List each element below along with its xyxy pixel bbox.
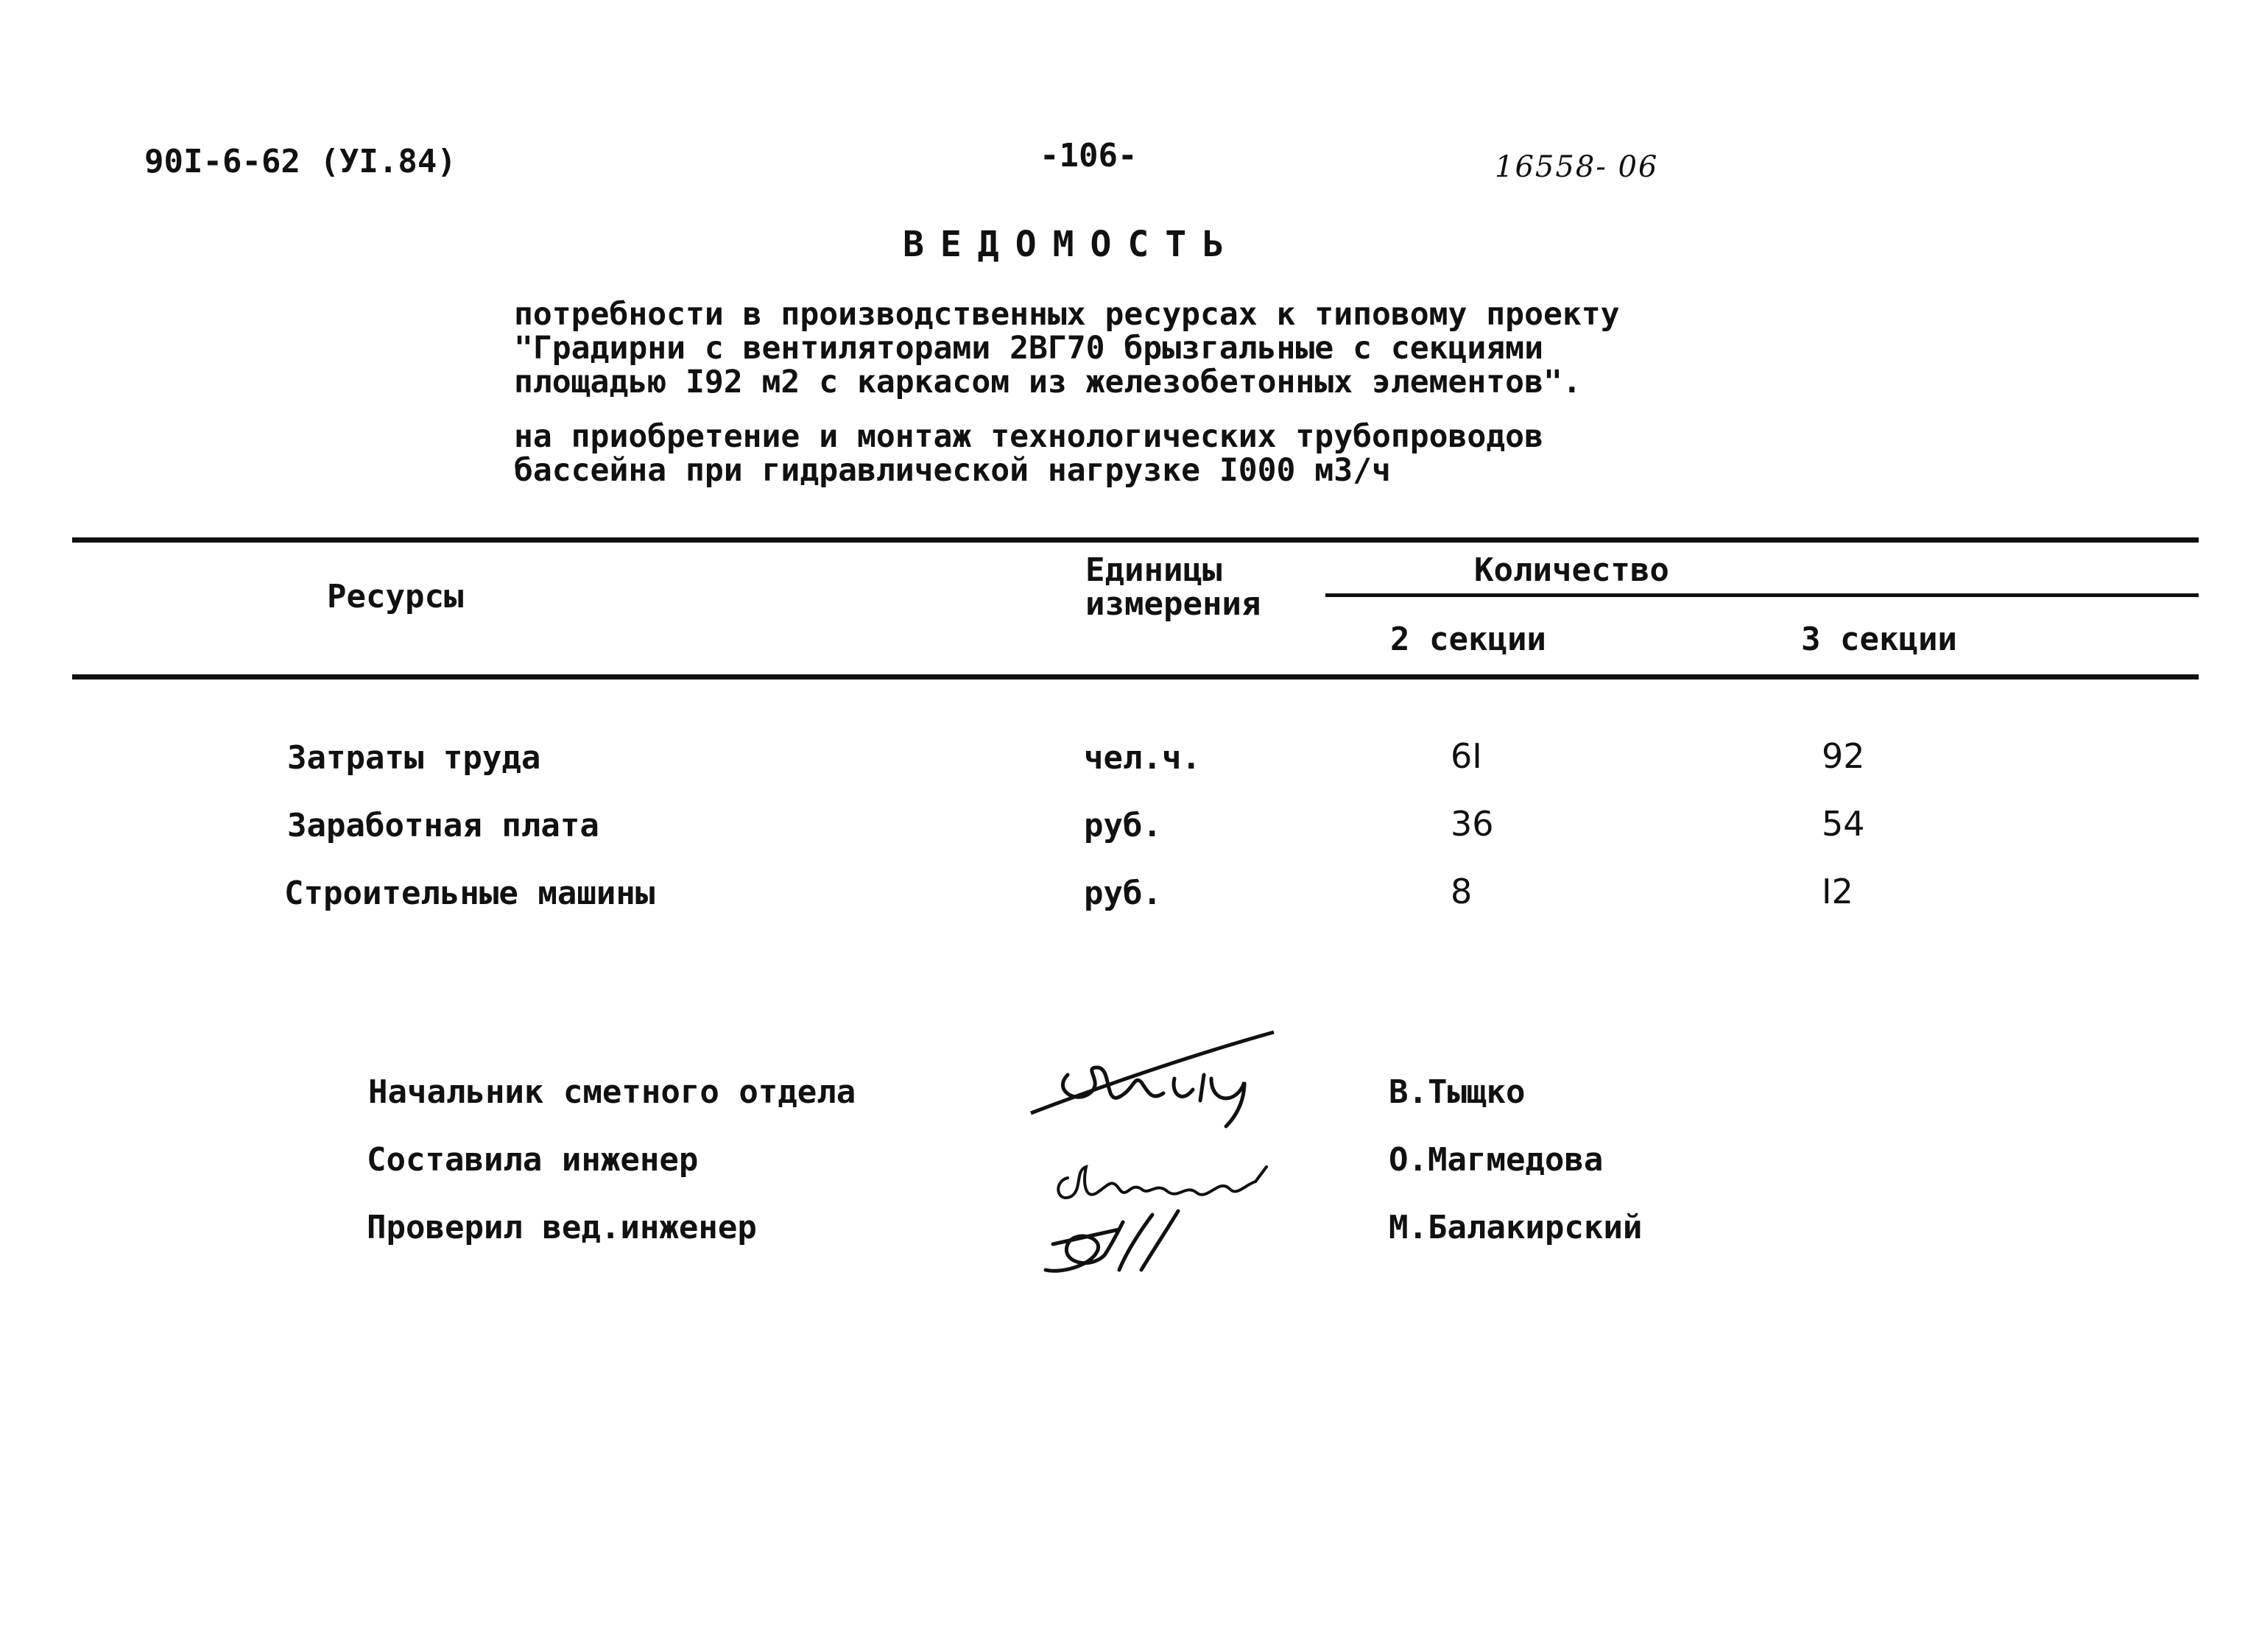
row-unit: руб.	[1084, 807, 1162, 844]
row-resource-name: Заработная плата	[287, 807, 599, 844]
signature-balakirsky	[1031, 1200, 1200, 1281]
column-header-sec3: 3 секции	[1801, 621, 1957, 658]
row-value-sec2: 36	[1451, 804, 1494, 844]
row-value-sec2: 6I	[1451, 736, 1482, 776]
column-header-units-line1: Единицы	[1085, 551, 1222, 589]
table-header-bottom-rule	[72, 674, 2199, 679]
column-header-quantity: Количество	[1474, 551, 1669, 589]
table-top-rule	[72, 537, 2199, 543]
column-header-sec2: 2 секции	[1390, 621, 1546, 658]
quantity-header-rule	[1325, 593, 2199, 597]
row-resource-name: Строительные машины	[284, 875, 655, 912]
intro-line-5: бассейна при гидравлической нагрузке I000 м3/ч	[514, 452, 1391, 489]
intro-line-1: потребности в производственных ресурсах к типовому проекту	[514, 296, 1620, 333]
signature-name: В.Тыщко	[1389, 1073, 1526, 1111]
signature-role: Составила инженер	[367, 1141, 699, 1179]
intro-line-2: "Градирни с вентиляторами 2ВГ70 брызгальные с секциями	[514, 330, 1543, 367]
column-header-resources: Ресурсы	[327, 578, 464, 615]
intro-line-4: на приобретение и монтаж технологических трубопроводов	[514, 418, 1543, 455]
signature-name: О.Магмедова	[1389, 1141, 1604, 1179]
signature-role: Проверил вед.инженер	[367, 1209, 757, 1246]
signature-role: Начальник сметного отдела	[368, 1073, 856, 1111]
column-header-units-line2: измерения	[1085, 585, 1261, 623]
row-unit: чел.ч.	[1084, 739, 1201, 777]
signature-tyshchko	[1023, 1023, 1289, 1134]
row-value-sec2: 8	[1451, 872, 1473, 911]
row-resource-name: Затраты труда	[287, 739, 541, 777]
intro-line-3: площадью I92 м2 с каркасом из железобетонных элементов".	[514, 364, 1582, 400]
row-value-sec3: 54	[1822, 804, 1865, 844]
row-value-sec3: I2	[1822, 872, 1853, 911]
page-number: -106-	[1040, 137, 1138, 174]
registration-number: 16558- 06	[1495, 150, 1659, 184]
row-value-sec3: 92	[1822, 736, 1865, 776]
signature-name: М.Балакирский	[1389, 1209, 1643, 1246]
document-code: 90I-6-62 (УI.84)	[144, 143, 457, 180]
row-unit: руб.	[1084, 875, 1162, 912]
document-title: ВЕДОМОСТЬ	[903, 224, 1241, 265]
